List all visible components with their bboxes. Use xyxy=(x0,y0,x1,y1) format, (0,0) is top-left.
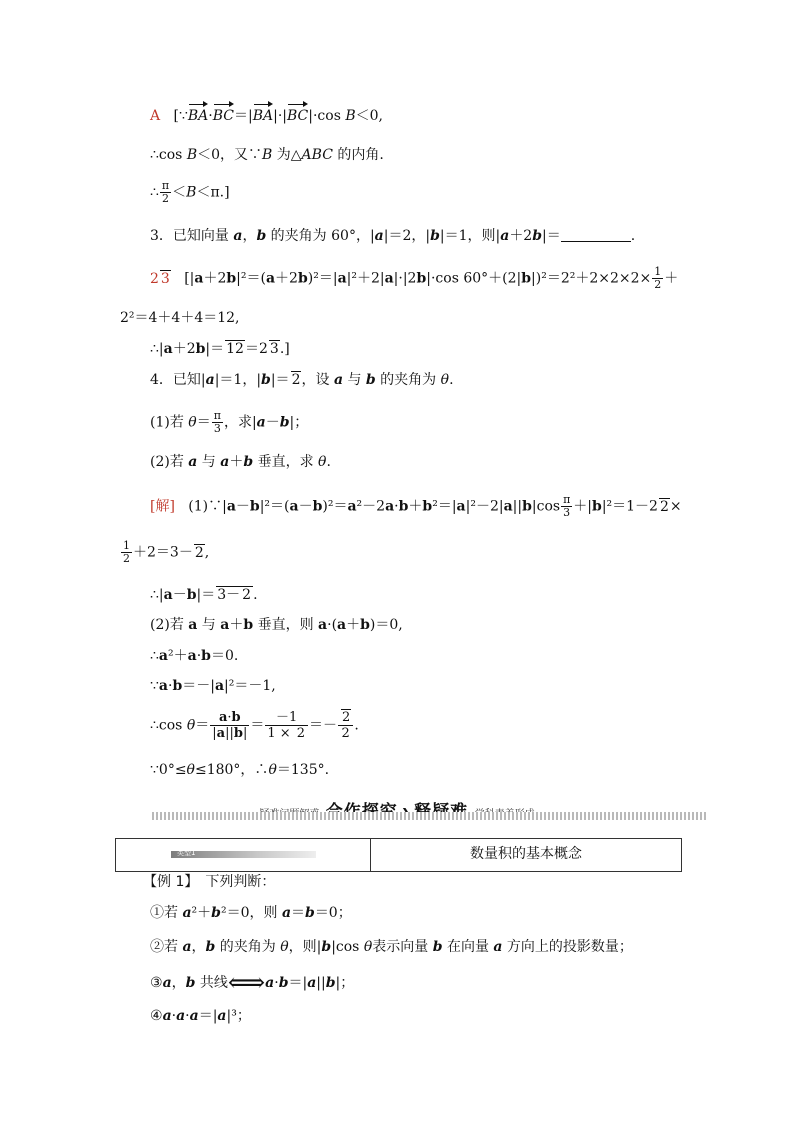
solution-tag: [解] xyxy=(150,498,175,515)
answer-line-3: ∴ $\frac{\pi}{2}$ ＜B＜π.] xyxy=(150,179,230,205)
answer-tag: A xyxy=(150,108,161,124)
solution-line-2: $\frac{1}{2}$ ＋2＝3－ 2, xyxy=(123,539,210,565)
iff-arrow-icon: ⟺ xyxy=(227,968,266,998)
question-3: 3．已知向量 a，b 的夹角为 60°，|a|＝2，|b|＝1，则|a＋2b|＝ . xyxy=(150,228,636,244)
solution-line-3: ∴|a－b|＝ 3－ 2 . xyxy=(150,587,258,603)
answer-blank xyxy=(561,227,631,242)
example-1-item-1: ①若 a²＋b²＝0，则 a＝b＝0； xyxy=(150,905,352,921)
answer-3-tag: 2 3 xyxy=(150,270,170,287)
question-4-part-1: (1)若 θ＝ $\frac{\pi}{3}$ ，求|a－b|； xyxy=(150,409,309,435)
question-4-part-2: (2)若 a 与 a＋b 垂直，求 θ. xyxy=(150,454,331,470)
example-1-item-2: ②若 a，b 的夹角为 θ，则|b|cos θ表示向量 b 在向量 a 方向上的投影数量； xyxy=(150,939,633,955)
answer-3-line-1: 2 3 [|a＋2b|²＝(a＋2b)²＝|a|²＋2|a|·|2b|·cos 60°＋(2|b|)²＝2²＋2×2×2× $\frac{1}{2}$ ＋ xyxy=(150,265,679,291)
solution-line-8: ∵0°≤θ≤180°，∴θ＝135°. xyxy=(150,762,330,778)
answer-3-line-2: 2²＝4＋4＋4＝12, xyxy=(120,310,240,326)
answer-3-line-3: ∴|a＋2b|＝ 12＝2 3.] xyxy=(150,341,290,357)
solution-line-6: ∵a·b＝－|a|²＝－1, xyxy=(150,678,276,694)
question-4: 4．已知|a|＝1，|b|＝ 2，设 a 与 b 的夹角为 θ. xyxy=(150,372,454,388)
example-1-item-3: ③a，b 共线⟺a·b＝|a||b|； xyxy=(150,968,355,998)
topic-tag-cell xyxy=(116,839,371,871)
solution-line-5: ∴a²＋a·b＝0. xyxy=(150,648,239,664)
topic-title: 数量积的基本概念 xyxy=(470,846,582,862)
answer-line-1 xyxy=(150,106,383,126)
section-divider xyxy=(152,812,708,820)
example-1-item-4: ④a·a·a＝|a|³； xyxy=(150,1008,251,1024)
answer-text: [∵BA·BC＝|BA|·|BC|·cos B＜0, xyxy=(173,108,383,124)
answer-line-2: ∴cos B＜0，又∵B 为△ABC 的内角. xyxy=(150,147,384,163)
topic-table xyxy=(115,838,682,872)
solution-line-1: [解] (1)∵|a－b|²＝(a－b)²＝a²－2a·b＋b²＝|a|²－2|a||b|cos $\frac{\pi}{3}$ ＋|b|²＝1－2 2× xyxy=(150,493,682,519)
solution-line-4: (2)若 a 与 a＋b 垂直，则 a·(a＋b)＝0, xyxy=(150,617,403,633)
example-1-heading: 【例 1】 下列判断： xyxy=(143,874,276,890)
solution-line-7: ∴cos θ＝ $\frac{a\cdot b}{|a||b|}$ ＝ $\frac{-1}{1 \times 2}$ ＝－ $\frac{2}{2}$ . xyxy=(150,710,359,741)
topic-tag: 类型1 xyxy=(171,851,316,858)
